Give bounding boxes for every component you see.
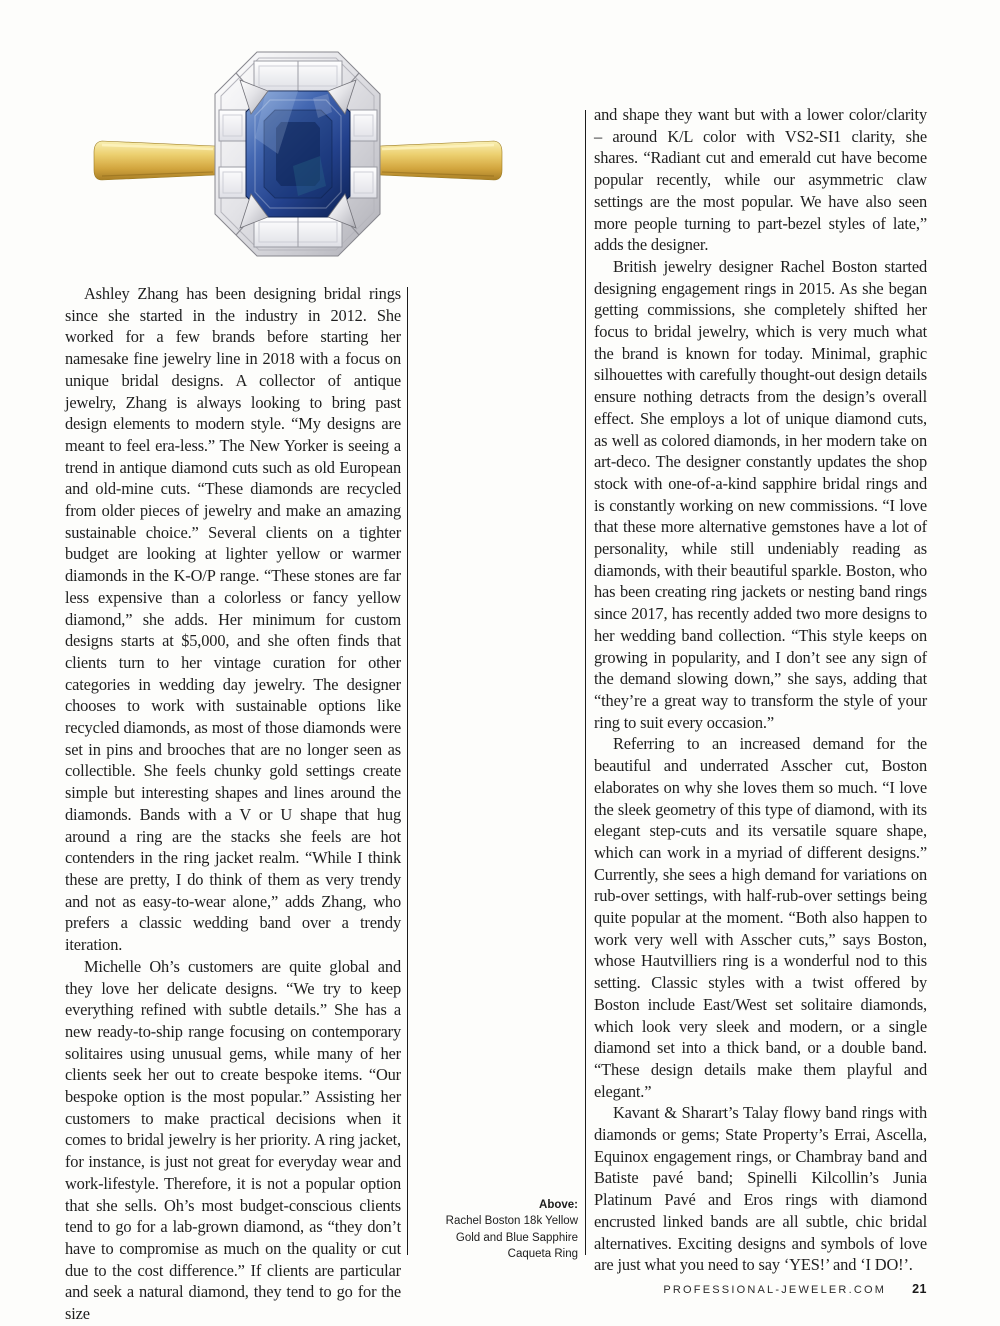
paragraph-ashley-zhang: Ashley Zhang has been designing bridal rings since she started in the industry in 2012. She worked for a few brands before starting her namesake fine jewelry line in 2018 with a focus on unique bridal designs. A collector of antique jewelry, Zhang is always looking to bring past design elements to modern style. “My designs are meant to feel era-less.” The New Yorker is seeing a trend in antique diamond cuts such as old European and old-mine cuts. “These diamonds are recycled from older pieces of jewelry and make an amazing sustainable choice.” Several clients on a tighter budget are looking at lighter yellow or warmer diamonds in the K-O/P range. “These stones are far less expensive than a colorless or fancy yellow diamond,” she adds. Her minimum for custom designs starts at $5,000, and she often finds that clients turn to her vintage curation for other categories in wedding day jewelry. The designer chooses to work with sustainable options like recycled diamonds, as most of those diamonds were set in pins and brooches that are no longer seen as collectible. She feels chunky gold settings create simple but interesting shapes and lines around the diamonds. Bands with a V or U shape that hug around a ring are the stacks she feels are hot contenders in the ring jacket realm. “While I think these are pretty, I do think of them as very trendy and not as easy-to-wear alone,” adds Zhang, who prefers a classic wedding band over a trendy iteration.	[65, 284, 401, 955]
paragraph-kavant-sharart: Kavant & Sharart’s Talay flowy band rings with diamonds or gems; State Property’s Errai, Ascella, Equinox engagement rings, or Chambray band and Batiste pavé band; Spinelli Kilcollin’s Junia Platinum Pavé and Eros rings with diamond encrusted linked bands are all subtle, chic bridal alternatives. Exciting designs and symbols of love are just what you need to say ‘YES!’ and ‘I DO!’.	[594, 1103, 927, 1275]
sapphire-ring-photo	[88, 38, 508, 268]
article-column-left	[65, 283, 401, 1325]
footer-site-name: PROFESSIONAL-JEWELER.COM	[663, 1284, 887, 1296]
article-column-right	[594, 104, 927, 1276]
page-footer	[594, 1280, 927, 1298]
column-divider-left	[407, 287, 408, 1255]
column-divider-right	[585, 110, 586, 1255]
ring-illustration	[88, 38, 508, 268]
page-number: 21	[912, 1282, 927, 1296]
caption-line: Caqueta Ring	[507, 1248, 578, 1261]
paragraph-michelle-oh: Michelle Oh’s customers are quite global and they love her delicate designs. “We try to keep everything refined with subtle details.” She has a new ready-to-ship range focusing on contemporary solitaires using unusual gems, while many of her clients seek her out to create bespoke items. “Our bespoke option is the most popular.” Assisting her customers to make practical decisions when it comes to bridal jewelry is her priority. A ring jacket, for instance, is just not great for everyday wear and work-lifestyle. Therefore, it is not a popular option that she sells. Oh’s most budget-conscious clients tend to go for a lab-grown diamond, as “they don’t have to compromise as much on the quality or cut due to the cost difference.” If clients are particular and seek a natural diamond, they tend to go for the size	[65, 956, 401, 1324]
paragraph-rachel-boston: British jewelry designer Rachel Boston started designing engagement rings in 2015. As she began getting commissions, she completely shifted her focus to bridal jewelry, which is very much what the brand is known for today. Minimal, graphic silhouettes with carefully thought-out design details ensure nothing detracts from the design’s overall effect. She employs a lot of unique diamond cuts, as well as colored diamonds, in her modern take on art-deco. The designer constantly updates the shop stock with one-of-a-kind sapphire bridal rings and is constantly working on new commissions. “I love that these more alternative gemstones have a lot of personality, while still undeniably reading as diamonds, with their beautiful sparkle. Boston, who has been creating ring jackets or nesting band rings since 2017, has recently added two more designs to her wedding band collection. “This style keeps on growing in popularity, and I don’t see any sign of the demand slowing down,” she says, adding that “they’re a great way to transform the style of your ring to suit every occasion.”	[594, 256, 927, 732]
caption-line: Rachel Boston 18k Yellow	[445, 1215, 578, 1228]
caption-line: Gold and Blue Sapphire	[455, 1231, 578, 1244]
paragraph-asscher-cut: Referring to an increased demand for the beautiful and underrated Asscher cut, Boston elaborates on why she loves them so much. “I love the sleek geometry of this type of diamond, with its elegant step-cuts and its versatile square shape, which can work in a myriad of different designs.” Currently, she sees a high demand for variations on rub-over settings, with half-rub-over settings being quite popular at the moment. “Both also happen to work very well with Asscher cuts,” says Boston, whose Hautvilliers ring is a wonderful nod to this setting. Classic styles with a twist offered by Boston include East/West set solitaire diamonds, which look very sleek and modern, or a single diamond set into a thick band, or a double band. “These design details make them playful and elegant.”	[594, 734, 927, 1101]
paragraph-continued: and shape they want but with a lower color/clarity – around K/L color with VS2-SI1 clarity, she shares. “Radiant cut and emerald cut have become popular recently, while our asymmetric claw settings are the most popular. We have also seen more people turning to part-bezel styles of late,” adds the designer.	[594, 105, 927, 255]
photo-caption	[418, 1197, 578, 1263]
caption-label: Above:	[539, 1199, 578, 1211]
